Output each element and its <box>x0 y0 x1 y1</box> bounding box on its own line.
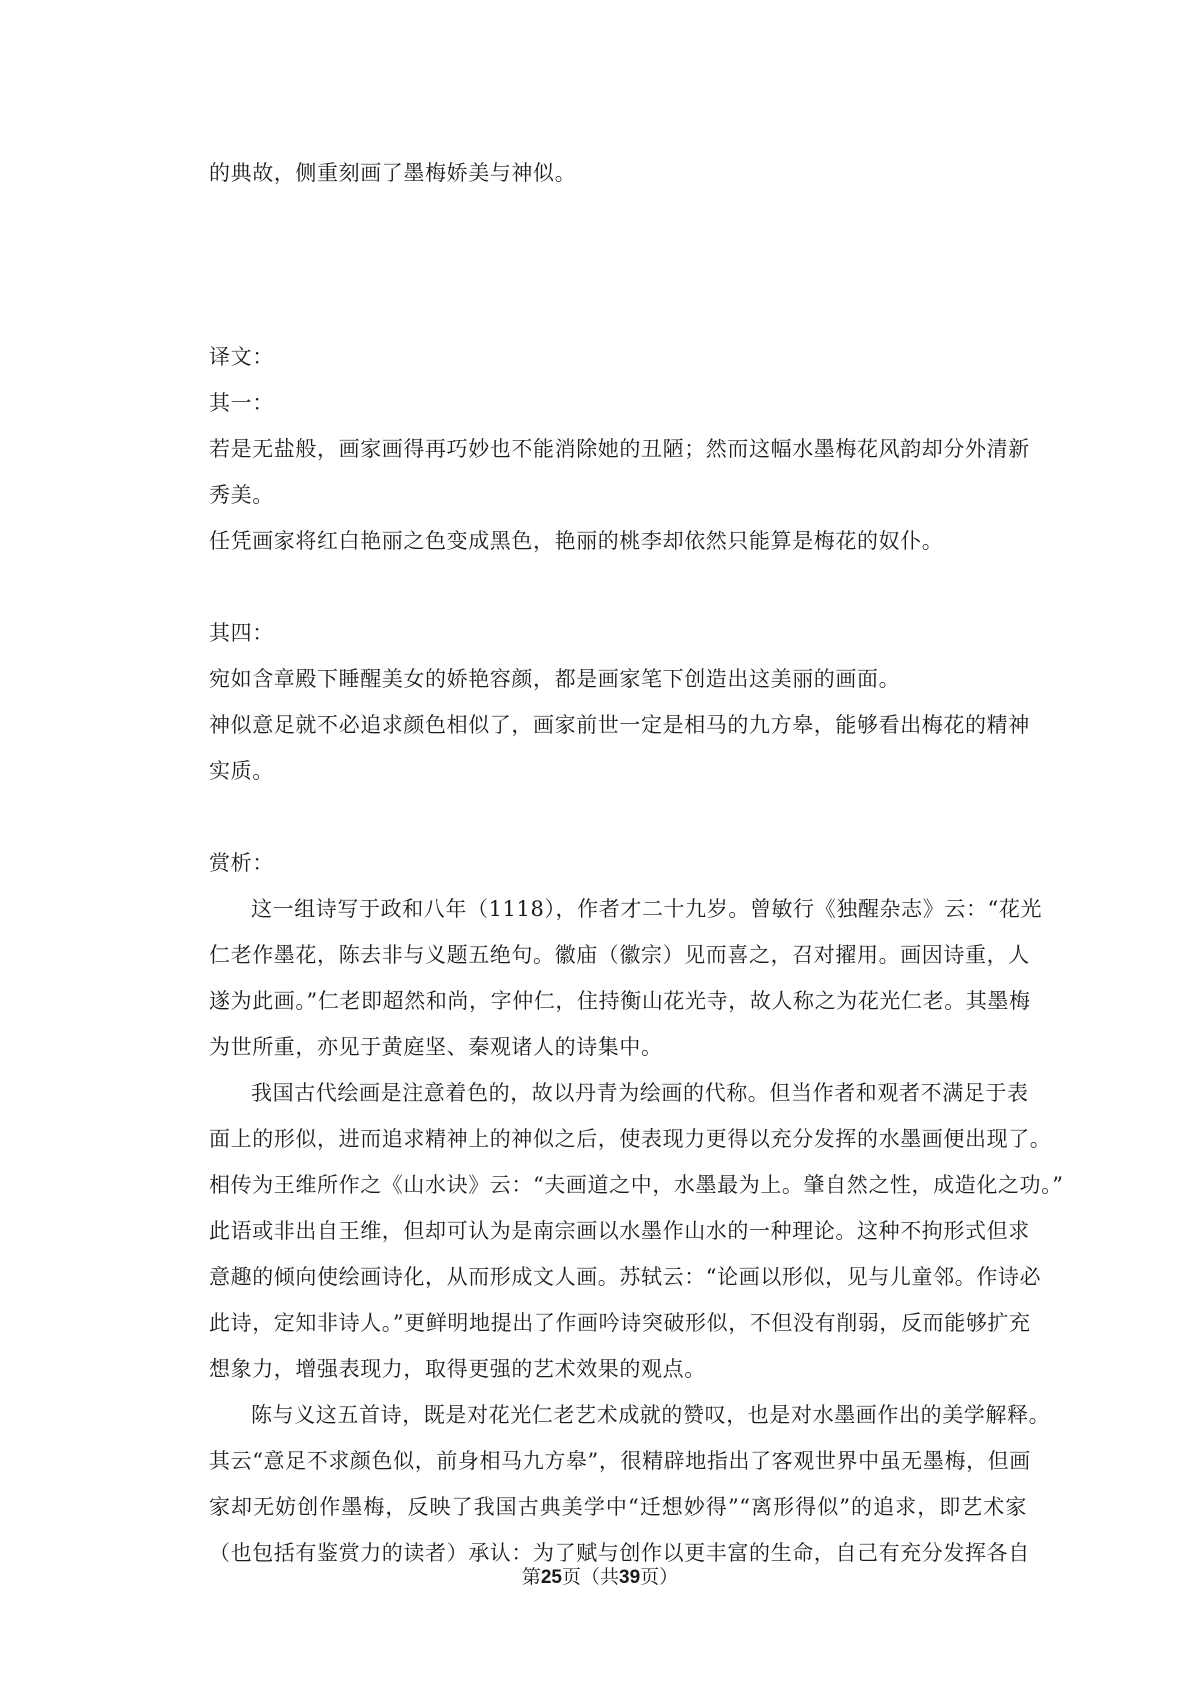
paragraph-line: 此语或非出自王维，但却可认为是南宗画以水墨作山水的一种理论。这种不拘形式但求 <box>209 1219 1030 1243</box>
paragraph-line: 想象力，增强表现力，取得更强的艺术效果的观点。 <box>209 1357 706 1381</box>
paragraph-line: 意趣的倾向使绘画诗化，从而形成文人画。苏轼云：“论画以形似，见与儿童邻。作诗必 <box>209 1265 1042 1289</box>
page-number: 25 <box>540 1567 562 1588</box>
document-body <box>209 150 1064 1576</box>
poem-four-line: 实质。 <box>209 759 274 783</box>
poem-four-heading: 其四： <box>209 621 274 645</box>
paragraph-line: 陈与义这五首诗，既是对花光仁老艺术成就的赞叹，也是对水墨画作出的美学解释。 <box>251 1403 1051 1427</box>
translation-heading: 译文： <box>209 345 274 369</box>
paragraph-line: 面上的形似，进而追求精神上的神似之后，使表现力更得以充分发挥的水墨画便出现了。 <box>209 1127 1052 1151</box>
footer-middle: 页（共 <box>561 1566 619 1588</box>
paragraph-line: 其云“意足不求颜色似，前身相马九方皋”，很精辟地指出了客观世界中虽无墨梅，但画 <box>209 1449 1031 1473</box>
paragraph-line: 我国古代绘画是注意着色的，故以丹青为绘画的代称。但当作者和观者不满足于表 <box>251 1081 1029 1105</box>
opening-line: 的典故，侧重刻画了墨梅娇美与神似。 <box>209 161 577 185</box>
paragraph-line: 仁老作墨花，陈去非与义题五绝句。徽庙（徽宗）见而喜之，召对擢用。画因诗重，人 <box>209 943 1030 967</box>
appreciation-paragraph <box>209 886 1043 1070</box>
appreciation-heading: 赏析： <box>209 851 274 875</box>
poem-one-line: 任凭画家将红白艳丽之色变成黑色，艳丽的桃李却依然只能算是梅花的奴仆。 <box>209 529 944 553</box>
footer-prefix: 第 <box>521 1566 541 1588</box>
poem-one-line: 秀美。 <box>209 483 274 507</box>
paragraph-line: （也包括有鉴赏力的读者）承认：为了赋与创作以更丰富的生命，自己有充分发挥各自 <box>209 1541 1030 1565</box>
poem-one-line: 若是无盐般，画家画得再巧妙也不能消除她的丑陋；然而这幅水墨梅花风韵却分外清新 <box>209 437 1030 461</box>
appreciation-paragraph <box>209 1392 1051 1576</box>
paragraph-line: 为世所重，亦见于黄庭坚、秦观诸人的诗集中。 <box>209 1035 663 1059</box>
paragraph-line: 相传为王维所作之《山水诀》云：“夫画道之中，水墨最为上。肇自然之性，成造化之功。” <box>209 1173 1064 1197</box>
poem-four-line: 神似意足就不必追求颜色相似了，画家前世一定是相马的九方皋，能够看出梅花的精神 <box>209 713 1030 737</box>
paragraph-line: 这一组诗写于政和八年（1118），作者才二十九岁。曾敏行《独醒杂志》云：“花光 <box>251 897 1043 921</box>
appreciation-paragraph <box>209 1070 1064 1392</box>
poem-one-heading: 其一： <box>209 391 274 415</box>
paragraph-line: 此诗，定知非诗人。”更鲜明地提出了作画吟诗突破形似，不但没有削弱，反而能够扩充 <box>209 1311 1031 1335</box>
paragraph-line: 遂为此画。”仁老即超然和尚，字仲仁，住持衡山花光寺，故人称之为花光仁老。其墨梅 <box>209 989 1031 1013</box>
total-pages: 39 <box>619 1567 641 1588</box>
poem-four-line: 宛如含章殿下睡醒美女的娇艳容颜，都是画家笔下创造出这美丽的画面。 <box>209 667 901 691</box>
footer-suffix: 页） <box>640 1566 679 1588</box>
paragraph-line: 家却无妨创作墨梅，反映了我国古典美学中“迁想妙得”“离形得似”的追求，即艺术家 <box>209 1495 1027 1519</box>
page-footer <box>0 1565 1200 1590</box>
